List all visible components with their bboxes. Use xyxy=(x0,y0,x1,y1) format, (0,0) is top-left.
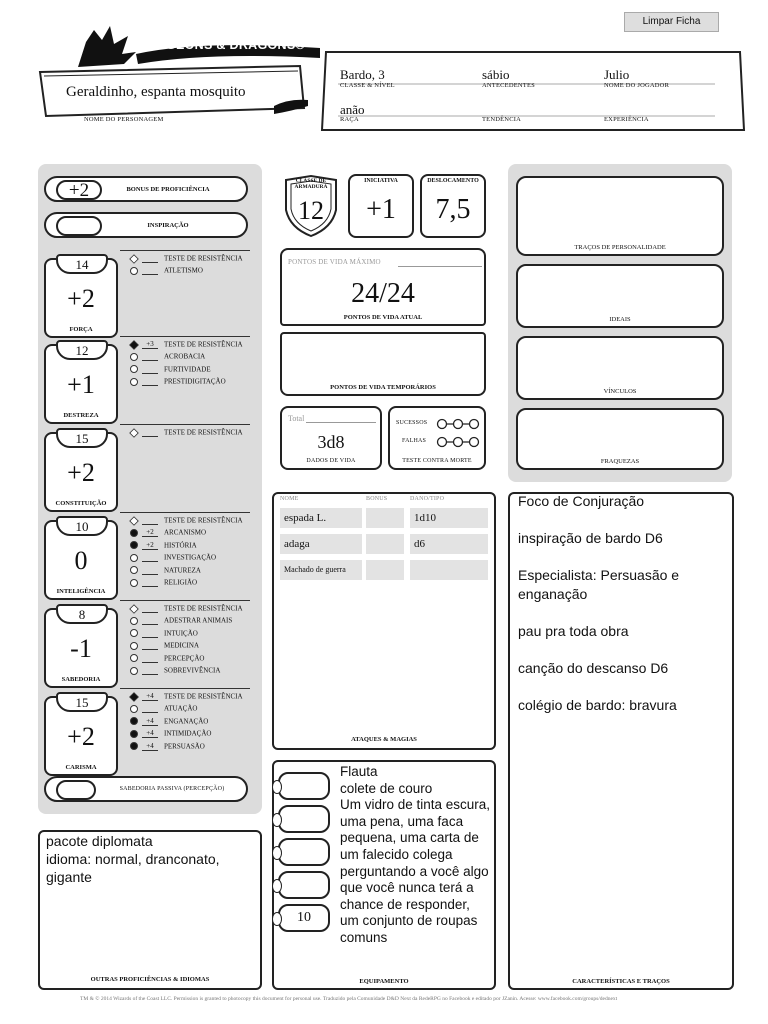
other-proficiencies-label: OUTRAS PROFICIÊNCIAS & IDIOMAS xyxy=(90,976,210,983)
bonds-box[interactable] xyxy=(516,336,724,400)
ability-score[interactable]: 15 xyxy=(56,428,108,448)
character-name-label: NOME DO PERSONAGEM xyxy=(84,116,164,123)
skill-bonus[interactable] xyxy=(142,641,158,650)
logo-text: DUNGEONS & DRAGONS® xyxy=(138,38,306,52)
armor-class-label: CLASSE DE ARMADURA xyxy=(294,178,328,190)
proficiency-marker[interactable] xyxy=(130,654,138,662)
skill-row xyxy=(130,352,205,364)
coin-field[interactable] xyxy=(278,904,330,932)
skill-name: TESTE DE RESISTÊNCIA xyxy=(164,340,243,349)
hit-dice-value[interactable]: 3d8 xyxy=(317,432,345,452)
skill-bonus[interactable] xyxy=(142,578,158,587)
skill-name: ACROBACIA xyxy=(164,352,206,361)
skill-name: TESTE DE RESISTÊNCIA xyxy=(164,254,243,263)
skill-row xyxy=(130,692,243,704)
proficiency-marker[interactable] xyxy=(130,705,138,713)
attack-bonus-field[interactable] xyxy=(366,560,404,580)
skill-name: FURTIVIDADE xyxy=(164,365,211,374)
coin-field[interactable] xyxy=(278,772,330,800)
ability-modifier[interactable]: 0 xyxy=(74,546,88,575)
attack-damage-field[interactable]: d6 xyxy=(410,534,488,554)
skill-row xyxy=(130,654,204,666)
ability-box xyxy=(44,344,118,424)
proficiency-marker[interactable] xyxy=(130,378,138,386)
initiative-label: INICIATIVA xyxy=(364,178,398,184)
speed-value[interactable]: 7,5 xyxy=(435,194,471,225)
inspiration-value[interactable] xyxy=(56,216,102,236)
skill-row xyxy=(130,604,243,616)
experience-label: EXPERIÊNCIA xyxy=(604,116,649,123)
ability-score[interactable]: 8 xyxy=(56,604,108,624)
skill-row xyxy=(130,666,220,678)
ability-score[interactable]: 15 xyxy=(56,692,108,712)
attacks-box xyxy=(272,492,496,750)
temp-hp-box[interactable] xyxy=(280,332,486,396)
death-successes-label: SUCESSOS xyxy=(396,420,428,426)
skill-row xyxy=(130,629,198,641)
attack-name-field[interactable]: adaga xyxy=(280,534,362,554)
ability-name: DESTREZA xyxy=(63,412,99,419)
skill-name: NATUREZA xyxy=(164,566,201,575)
proficiency-marker[interactable] xyxy=(129,254,139,264)
ability-modifier[interactable]: +1 xyxy=(67,370,95,399)
skill-bonus[interactable] xyxy=(142,254,158,263)
skill-name: PERCEPÇÃO xyxy=(164,654,205,663)
proficiency-marker[interactable] xyxy=(130,566,138,574)
ability-box xyxy=(44,608,118,688)
skill-row xyxy=(130,742,205,754)
proficiency-marker[interactable] xyxy=(130,365,138,373)
proficiency-marker[interactable] xyxy=(130,541,138,549)
hp-current-value[interactable]: 24/24 xyxy=(351,278,415,309)
hp-max-label: PONTOS DE VIDA MÁXIMO xyxy=(288,258,381,266)
background-field[interactable]: sábio xyxy=(482,67,510,82)
ability-box xyxy=(44,258,118,338)
proficiency-bonus-value[interactable]: +2 xyxy=(56,180,102,200)
ability-modifier[interactable]: +2 xyxy=(67,722,95,751)
skill-row xyxy=(130,578,197,590)
skill-row xyxy=(130,377,226,389)
skill-name: INTIMIDAÇÃO xyxy=(164,729,212,738)
skill-name: ATUAÇÃO xyxy=(164,704,198,713)
hit-points-box xyxy=(280,248,486,326)
passive-wisdom-value[interactable] xyxy=(56,780,96,800)
proficiency-marker[interactable] xyxy=(130,730,138,738)
proficiency-marker[interactable] xyxy=(130,267,138,275)
death-successes-circles[interactable] xyxy=(436,418,480,430)
skill-name: RELIGIÃO xyxy=(164,578,198,587)
skill-name: TESTE DE RESISTÊNCIA xyxy=(164,604,243,613)
skill-divider xyxy=(120,600,250,601)
skill-name: PERSUASÃO xyxy=(164,742,205,751)
clear-sheet-button[interactable]: Limpar Ficha xyxy=(624,12,719,32)
skill-name: TESTE DE RESISTÊNCIA xyxy=(164,428,243,437)
skill-name: ENGANAÇÃO xyxy=(164,717,209,726)
skill-row xyxy=(130,717,208,729)
proficiency-marker[interactable] xyxy=(130,742,138,750)
attack-damage-field[interactable] xyxy=(410,560,488,580)
skill-bonus[interactable] xyxy=(142,352,158,361)
race-label: RAÇA xyxy=(340,116,359,123)
skill-divider xyxy=(120,336,250,337)
alignment-label: TENDÊNCIA xyxy=(482,116,521,123)
skill-divider xyxy=(120,250,250,251)
skill-bonus[interactable]: +2 xyxy=(142,528,158,537)
attack-damage-field[interactable]: 1d10 xyxy=(410,508,488,528)
proficiency-marker[interactable] xyxy=(130,579,138,587)
initiative-box xyxy=(348,174,414,238)
proficiency-marker[interactable] xyxy=(129,692,139,702)
skill-row xyxy=(130,516,243,528)
proficiency-marker[interactable] xyxy=(129,340,139,350)
skill-bonus[interactable]: +3 xyxy=(142,340,158,349)
skill-bonus[interactable] xyxy=(142,266,158,275)
skill-bonus[interactable] xyxy=(142,516,158,525)
character-name-field[interactable]: Geraldinho, espanta mosquito xyxy=(66,84,246,100)
skill-name: MEDICINA xyxy=(164,641,199,650)
proficiency-bonus-row xyxy=(44,176,248,202)
features-text[interactable]: Foco de Conjuração inspiração de bardo D6 Especialista: Persuasão e enganação pau pra toda obra canção do descanso D6 colégio de bardo: bravura xyxy=(518,493,680,713)
skill-name: TESTE DE RESISTÊNCIA xyxy=(164,516,243,525)
coin-tab xyxy=(272,813,282,827)
player-name-label: NOME DO JOGADOR xyxy=(604,82,670,89)
proficiency-marker[interactable] xyxy=(130,629,138,637)
ability-modifier[interactable]: -1 xyxy=(70,634,92,663)
proficiency-marker[interactable] xyxy=(130,529,138,537)
proficiency-marker[interactable] xyxy=(129,516,139,526)
coin-tab xyxy=(272,846,282,860)
skill-bonus[interactable] xyxy=(142,666,158,675)
temp-hp-label: PONTOS DE VIDA TEMPORÁRIOS xyxy=(330,384,436,391)
skill-name: HISTÓRIA xyxy=(164,541,197,550)
proficiency-marker[interactable] xyxy=(130,717,138,725)
skill-name: SOBREVIVÊNCIA xyxy=(164,666,221,675)
ability-score[interactable]: 10 xyxy=(56,516,108,536)
attacks-col-name: NOME xyxy=(280,496,299,502)
speed-box xyxy=(420,174,486,238)
character-info-box xyxy=(320,50,746,132)
skill-bonus[interactable]: +4 xyxy=(142,742,158,751)
skill-name: ATLETISMO xyxy=(164,266,203,275)
skill-name: PRESTIDIGITAÇÃO xyxy=(164,377,226,386)
proficiency-marker[interactable] xyxy=(130,353,138,361)
death-failures-circles[interactable] xyxy=(436,436,480,448)
skill-name: INTUIÇÃO xyxy=(164,629,198,638)
skill-bonus[interactable] xyxy=(142,704,158,713)
skill-row xyxy=(130,528,206,540)
skill-bonus[interactable] xyxy=(142,566,158,575)
proficiency-marker[interactable] xyxy=(130,642,138,650)
speed-label: DESLOCAMENTO xyxy=(427,178,479,184)
attacks-label: ATAQUES & MAGIAS xyxy=(351,736,417,743)
hit-dice-box xyxy=(280,406,382,470)
proficiency-bonus-label: BONUS DE PROFICIÊNCIA xyxy=(126,186,210,193)
proficiency-marker[interactable] xyxy=(130,617,138,625)
skill-row xyxy=(130,704,197,716)
skill-name: ARCANISMO xyxy=(164,528,207,537)
attacks-col-damage: DANO/TIPO xyxy=(410,496,445,502)
proficiency-marker[interactable] xyxy=(129,604,139,614)
ability-score[interactable]: 14 xyxy=(56,254,108,274)
features-label: CARACTERÍSTICAS E TRAÇOS xyxy=(572,978,670,985)
coin-field[interactable] xyxy=(278,838,330,866)
death-saves-box xyxy=(388,406,486,470)
skill-bonus[interactable]: +4 xyxy=(142,692,158,701)
hp-current-label: PONTOS DE VIDA ATUAL xyxy=(343,314,423,321)
hit-dice-label: DADOS DE VIDA xyxy=(306,458,356,464)
armor-class-value[interactable]: 12 xyxy=(298,196,324,225)
copyright-footer: TM & © 2014 Wizards of the Coast LLC. Permission is granted to photocopy this document for personal use. Traduzido pela Comunidade D&D Next da RedeRPG no Facebook e editado por JZanin. Acesse: www.facebook.com/groups/dednext xyxy=(80,996,618,1002)
skill-row xyxy=(130,566,201,578)
other-proficiencies-text[interactable]: pacote diplomata idioma: normal, dranconato, gigante xyxy=(46,833,220,885)
skill-row xyxy=(130,428,243,440)
ability-name: CONSTITUIÇÃO xyxy=(55,500,107,507)
equipment-text[interactable]: Flauta colete de couro Um vidro de tinta escura, uma pena, uma faca pequena, uma carta de um falecido colega perguntando a você algo que você nunca terá a chance de responder, um conjunto de roupas comuns xyxy=(340,764,491,945)
skill-bonus[interactable] xyxy=(142,365,158,374)
player-name-field[interactable]: Julio xyxy=(604,67,630,82)
skill-divider xyxy=(120,512,250,513)
skill-bonus[interactable] xyxy=(142,616,158,625)
skill-bonus[interactable]: +4 xyxy=(142,729,158,738)
skill-bonus[interactable]: +4 xyxy=(142,717,158,726)
initiative-value[interactable]: +1 xyxy=(366,194,396,225)
bonds-label: VÍNCULOS xyxy=(603,388,637,395)
equipment-label: EQUIPAMENTO xyxy=(359,978,409,985)
inspiration-row xyxy=(44,212,248,238)
death-failures-label: FALHAS xyxy=(402,438,427,444)
skill-bonus[interactable] xyxy=(142,604,158,613)
skill-divider xyxy=(120,424,250,425)
coin-tab xyxy=(272,780,282,794)
skill-row xyxy=(130,340,243,352)
coin-tab xyxy=(272,879,282,893)
proficiency-marker[interactable] xyxy=(129,428,139,438)
race-field[interactable]: anão xyxy=(340,102,365,117)
skill-divider xyxy=(120,688,250,689)
skill-row xyxy=(130,541,197,553)
flaws-label: FRAQUEZAS xyxy=(600,458,640,465)
skill-row xyxy=(130,616,232,628)
skill-name: ADESTRAR ANIMAIS xyxy=(164,616,233,625)
ability-name: SABEDORIA xyxy=(61,676,101,683)
class-level-label: CLASSE & NÍVEL xyxy=(340,82,395,89)
ability-name: CARISMA xyxy=(65,764,97,771)
passive-wisdom-label: SABEDORIA PASSIVA (PERCEPÇÃO) xyxy=(119,786,225,792)
attack-bonus-field[interactable] xyxy=(366,508,404,528)
coin-value[interactable]: 10 xyxy=(297,910,311,925)
skill-bonus[interactable]: +2 xyxy=(142,541,158,550)
proficiency-marker[interactable] xyxy=(130,667,138,675)
ability-name: INTELIGÊNCIA xyxy=(56,588,106,595)
ability-modifier[interactable]: +2 xyxy=(67,458,95,487)
skill-bonus[interactable] xyxy=(142,377,158,386)
skill-bonus[interactable] xyxy=(142,629,158,638)
passive-wisdom-row xyxy=(44,776,248,802)
skill-row xyxy=(130,553,216,565)
proficiency-marker[interactable] xyxy=(130,554,138,562)
personality-traits-label: TRAÇOS DE PERSONALIDADE xyxy=(574,244,666,251)
personality-traits-box[interactable] xyxy=(516,176,724,256)
ability-box xyxy=(44,520,118,600)
hit-dice-total-label: Total xyxy=(288,414,305,423)
skill-row xyxy=(130,254,243,266)
ability-box xyxy=(44,696,118,776)
ability-box xyxy=(44,432,118,512)
attack-bonus-field[interactable] xyxy=(366,534,404,554)
attack-name-field[interactable]: espada L. xyxy=(280,508,362,528)
skill-name: INVESTIGAÇÃO xyxy=(164,553,217,562)
skill-row xyxy=(130,729,211,741)
flaws-box[interactable] xyxy=(516,408,724,470)
ability-modifier[interactable]: +2 xyxy=(67,284,95,313)
skill-bonus[interactable] xyxy=(142,428,158,437)
skill-row xyxy=(130,641,199,653)
attacks-col-bonus: BONUS xyxy=(366,496,388,502)
coin-field[interactable] xyxy=(278,805,330,833)
inspiration-label: INSPIRAÇÃO xyxy=(147,222,189,229)
class-level-field[interactable]: Bardo, 3 xyxy=(340,67,385,82)
ideals-box[interactable] xyxy=(516,264,724,328)
ability-name: FORÇA xyxy=(69,326,93,333)
coin-field[interactable] xyxy=(278,871,330,899)
ability-score[interactable]: 12 xyxy=(56,340,108,360)
skill-bonus[interactable] xyxy=(142,553,158,562)
attack-name-field[interactable]: Machado de guerra xyxy=(280,560,362,580)
death-saves-label: TESTE CONTRA MORTE xyxy=(402,458,472,464)
skill-bonus[interactable] xyxy=(142,654,158,663)
skill-row xyxy=(130,365,211,377)
skill-name: TESTE DE RESISTÊNCIA xyxy=(164,692,243,701)
skill-row xyxy=(130,266,203,278)
background-label: ANTECEDENTES xyxy=(482,82,535,89)
ideals-label: IDEAIS xyxy=(609,316,631,323)
